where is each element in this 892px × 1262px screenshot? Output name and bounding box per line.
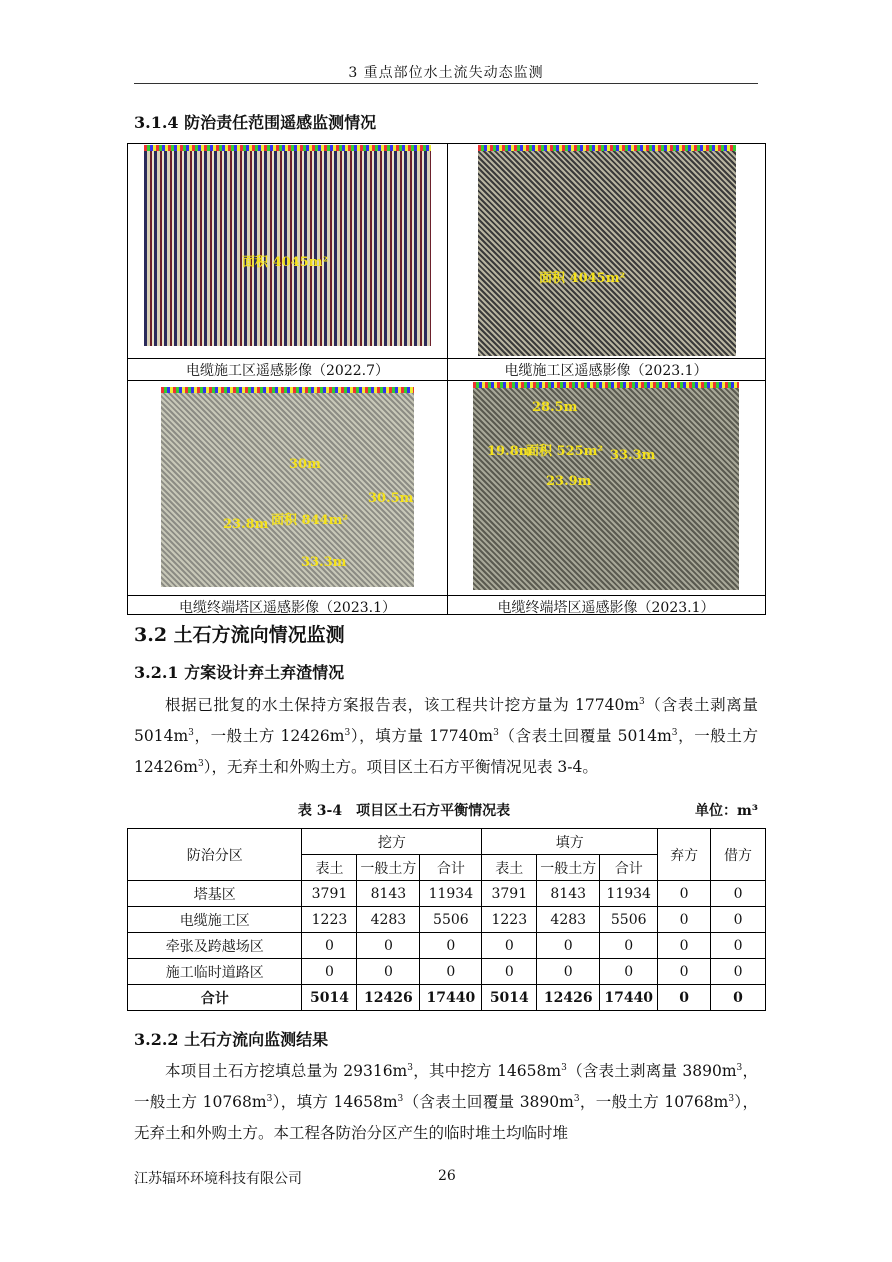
image-4-dim-label: 28.5m (532, 400, 578, 415)
grid-divider-h3 (128, 595, 765, 596)
image-4-dim-label: 23.9m (546, 474, 592, 489)
image-3-dim-label: 33.3m (301, 555, 347, 570)
header-cut-topsoil: 表土 (302, 855, 357, 881)
table-total-row: 合计 5014 12426 17440 5014 12426 17440 0 0 (128, 985, 766, 1011)
image-3-dim-label: 23.8m (223, 517, 269, 532)
image-2-area-label: 面积 4045m² (539, 271, 626, 286)
table-unit: 单位：m³ (695, 803, 758, 819)
image-4-area-label: 面积 525m² (526, 444, 604, 459)
image-1-area-label: 面积 4045m² (242, 255, 329, 270)
image-2-top-band (478, 145, 736, 151)
footer-company: 江苏辐环环境科技有限公司 (134, 1171, 302, 1187)
image-3-area-label: 面积 844m² (271, 513, 349, 528)
image-1-caption: 电缆施工区遥感影像（2022.7） (186, 363, 389, 379)
table-row: 施工临时道路区 0 0 0 0 0 0 0 0 (128, 959, 766, 985)
running-header: 3 重点部位水土流失动态监测 (348, 65, 544, 81)
image-3-dim-label: 30m (289, 457, 321, 472)
earthwork-balance-table (127, 828, 766, 1011)
remote-sensing-image-1 (144, 145, 431, 346)
header-borrow: 借方 (711, 829, 766, 881)
grid-divider-h1 (128, 358, 765, 359)
image-4-top-band (473, 382, 739, 388)
remote-sensing-image-4 (473, 382, 739, 590)
image-2-caption: 电缆施工区遥感影像（2023.1） (504, 363, 708, 379)
image-4-dim-label: 19.8m (487, 444, 533, 459)
header-rule (134, 83, 758, 84)
section-3-2-2-heading: 3.2.2 土石方流向监测结果 (134, 1030, 329, 1049)
paragraph-plan-design: 根据已批复的水土保持方案报告表，该工程共计挖方量为 $17740m^3$（含表土剥离量 $5014m^3$，一般土方 $12426m^3$），填方量 $17740m^3$（含表土回覆量 $5014m^3$，一般土方 $12426m^3$），无弃土和外购土方。项目区土石方平衡情况见表 3-4。 (134, 696, 758, 776)
page-number: 26 (438, 1168, 456, 1184)
remote-sensing-image-grid (127, 143, 766, 615)
table-row: 牵张及跨越场区 0 0 0 0 0 0 0 0 (128, 933, 766, 959)
image-4-dim-label: 33.3m (610, 448, 656, 463)
image-3-top-band (161, 387, 414, 393)
image-3-caption: 电缆终端塔区遥感影像（2023.1） (179, 600, 396, 616)
header-fill-sum: 合计 (600, 855, 658, 881)
remote-sensing-image-2 (478, 145, 736, 356)
header-cut-general: 一般土方 (357, 855, 420, 881)
table-caption: 表 3-4 项目区土石方平衡情况表 (297, 803, 511, 819)
section-3-2-1-heading: 3.2.1 方案设计弃土弃渣情况 (134, 663, 345, 682)
remote-sensing-image-3 (161, 387, 414, 587)
image-4-caption: 电缆终端塔区遥感影像（2023.1） (497, 600, 715, 616)
grid-divider-h2 (128, 380, 765, 381)
header-cut: 挖方 (302, 829, 482, 855)
image-3-dim-label: 30.5m (368, 491, 414, 506)
header-fill-topsoil: 表土 (482, 855, 537, 881)
header-fill-general: 一般土方 (537, 855, 600, 881)
section-3-1-4-heading: 3.1.4 防治责任范围遥感监测情况 (134, 113, 377, 132)
header-fill: 填方 (482, 829, 658, 855)
section-3-2-heading: 3.2 土石方流向情况监测 (134, 624, 345, 646)
header-spoil: 弃方 (658, 829, 711, 881)
header-zone: 防治分区 (128, 829, 302, 881)
image-1-top-band (144, 145, 431, 151)
table-row: 电缆施工区 1223 4283 5506 1223 4283 5506 0 0 (128, 907, 766, 933)
table-row: 塔基区 3791 8143 11934 3791 8143 11934 0 0 (128, 881, 766, 907)
header-cut-sum: 合计 (420, 855, 482, 881)
paragraph-monitoring-result: 本项目土石方挖填总量为 $29316m^3$，其中挖方 $14658m^3$（含表土剥离量 $3890m^3$，一般土方 $10768m^3$），填方 $14658m^3$（含表土回覆量 $3890m^3$，一般土方 $10768m^3$），无弃土和外购土方。本工程各防治分区产生的临时堆土均临时堆 (134, 1062, 759, 1142)
